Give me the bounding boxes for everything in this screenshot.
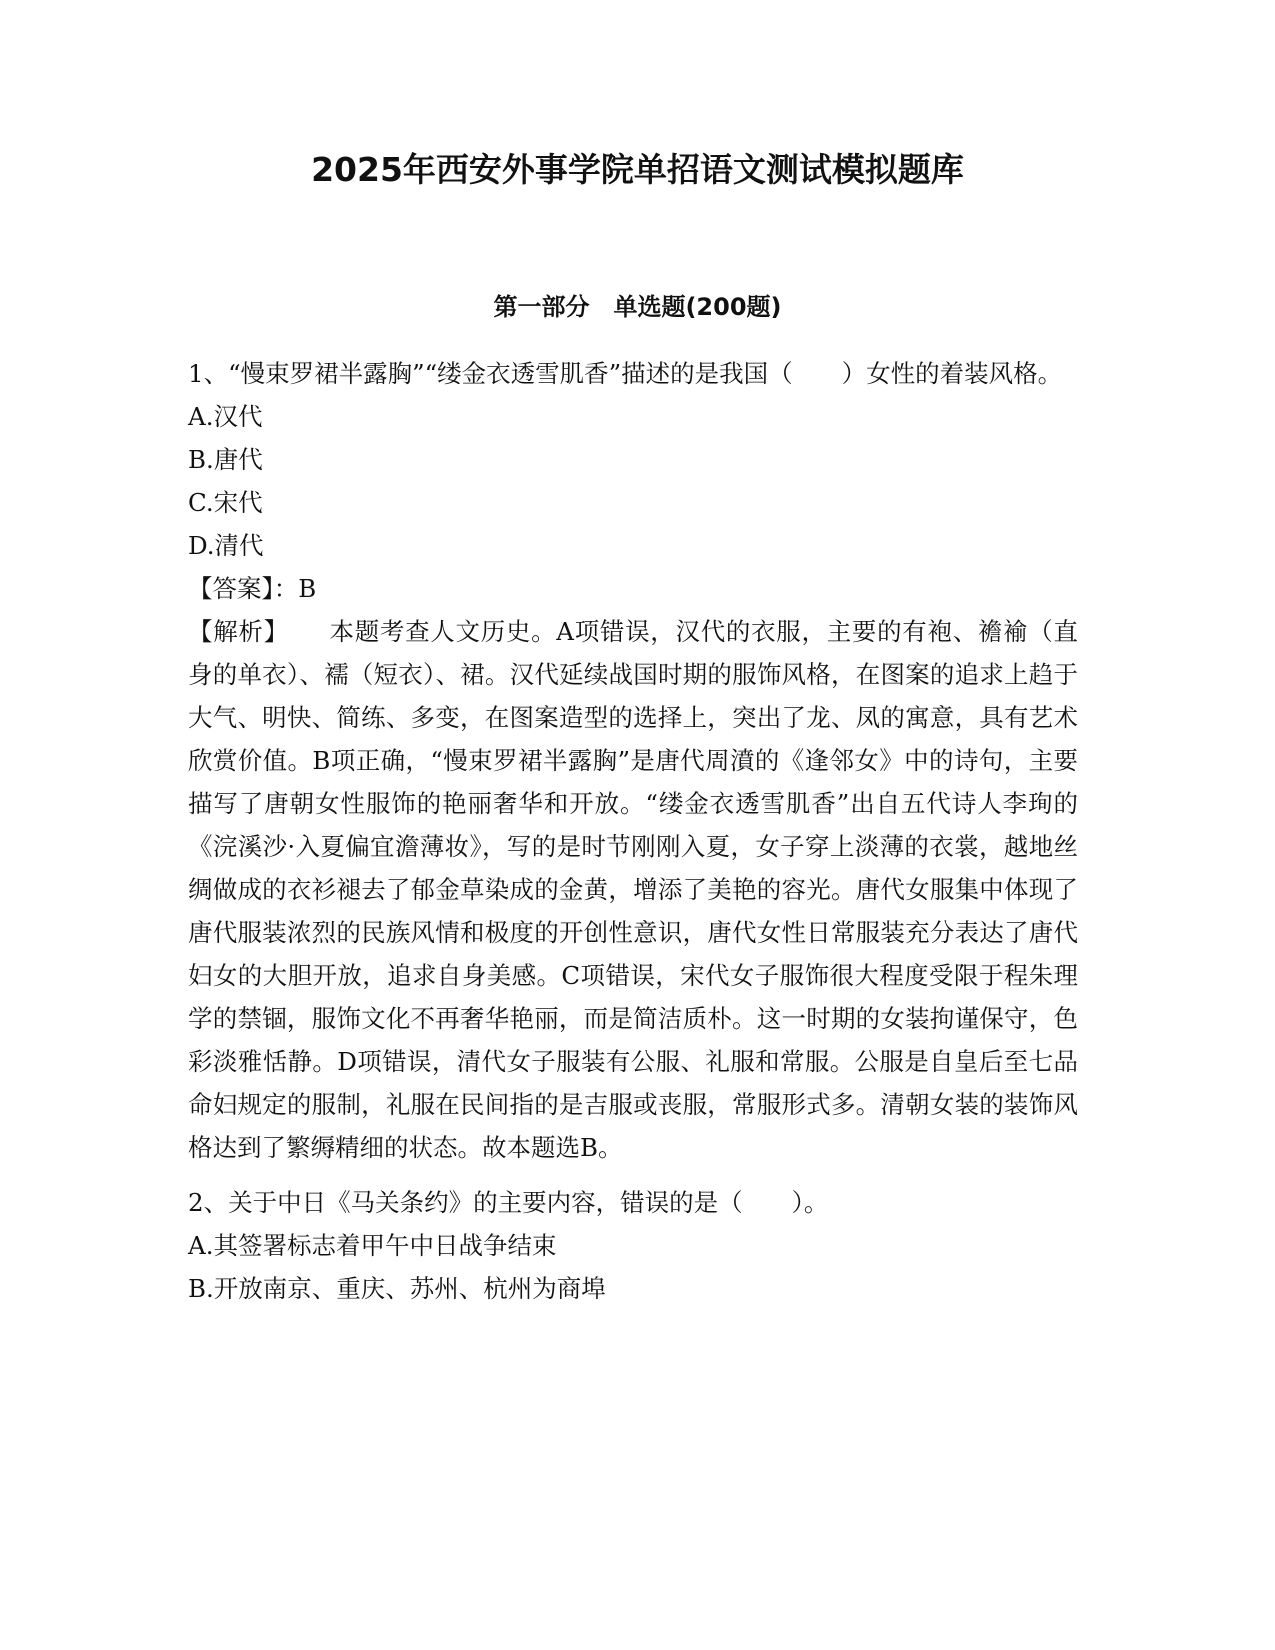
- document-title: 2025年西安外事学院单招语文测试模拟题库: [311, 150, 964, 189]
- answer-value: B: [298, 574, 317, 603]
- question-2: [188, 1181, 1078, 1310]
- analysis-text: 本题考查人文历史。A项错误，汉代的衣服，主要的有袍、襜褕（直身的单衣）、襦（短衣）、裙。汉代延续战国时期的服饰风格，在图案的追求上趋于大气、明快、简练、多变，在图案造型的选择上，突出了龙、凤的寓意，具有艺术欣赏价值。B项正确，“慢束罗裙半露胸”是唐代周濆的《逢邻女》中的诗句，主要描写了唐朝女性服饰的艳丽奢华和开放。“缕金衣透雪肌香”出自五代诗人李珣的《浣溪沙·入夏偏宜澹薄妆》，写的是时节刚刚入夏，女子穿上淡薄的衣裳，越地丝绸做成的衣衫褪去了郁金草染成的金黄，增添了美艳的容光。唐代女服集中体现了唐代服装浓烈的民族风情和极度的开创性意识，唐代女性日常服装充分表达了唐代妇女的大胆开放，追求自身美感。C项错误，宋代女子服饰很大程度受限于程朱理学的禁锢，服饰文化不再奢华艳丽，而是简洁质朴。这一时期的女装拘谨保守，色彩淡雅恬静。D项错误，清代女子服装有公服、礼服和常服。公服是自皇后至七品命妇规定的服制，礼服在民间指的是吉服或丧服，常服形式多。清朝女装的装饰风格达到了繁缛精细的状态。故本题选B。: [188, 617, 1078, 1162]
- option-b: B.唐代: [188, 445, 263, 474]
- option-a: A.其签署标志着甲午中日战争结束: [188, 1231, 557, 1260]
- option-a: A.汉代: [188, 402, 263, 431]
- option-c: C.宋代: [188, 488, 263, 517]
- option-b: B.开放南京、重庆、苏州、杭州为商埠: [188, 1274, 606, 1303]
- answer-label: 【答案】：: [188, 574, 299, 603]
- analysis-label: 【解析】: [188, 617, 289, 646]
- question-1: [188, 352, 1078, 1169]
- question-list: [188, 352, 1078, 1310]
- answer-line: [188, 567, 1078, 610]
- question-stem: 2、关于中日《马关条约》的主要内容，错误的是（ ）。: [188, 1188, 829, 1217]
- option-d: D.清代: [188, 531, 264, 560]
- analysis-paragraph: [188, 610, 1078, 1169]
- question-stem: 1、“慢束罗裙半露胸”“缕金衣透雪肌香”描述的是我国（ ）女性的着装风格。: [188, 359, 1063, 388]
- section-title: 第一部分 单选题(200题): [493, 293, 782, 321]
